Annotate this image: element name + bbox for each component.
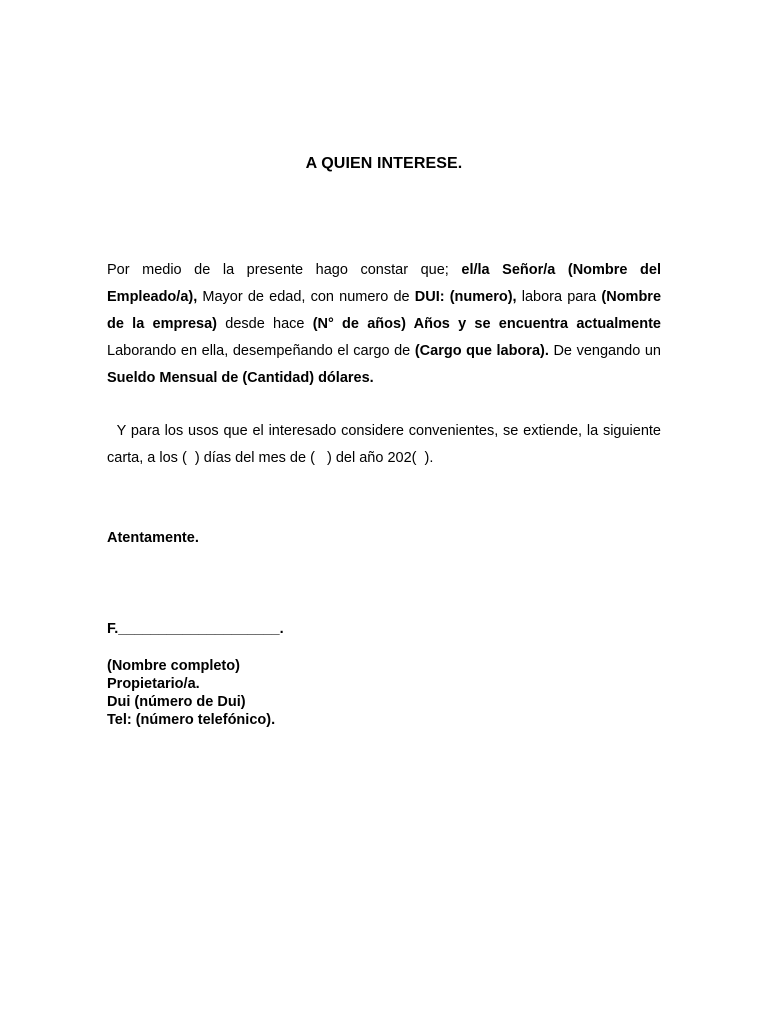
p1-text-5: Laborando en ella, desempeñando el cargo de bbox=[107, 343, 415, 359]
job-title-placeholder: (Cargo que labora). bbox=[414, 343, 549, 359]
signer-dui: Dui (número de Dui) bbox=[107, 694, 246, 710]
p1-text-6: De vengando un bbox=[548, 343, 661, 359]
p1-text-1: Por medio de la presente hago constar que; bbox=[107, 262, 462, 278]
company-name-placeholder: (Nombre de la empresa) bbox=[107, 289, 662, 332]
signer-phone: Tel: (número telefónico). bbox=[107, 712, 276, 728]
salary-placeholder: Sueldo Mensual de (Cantidad) dólares. bbox=[107, 370, 374, 386]
signature-line: F.____________________. bbox=[107, 621, 284, 637]
closing-salutation: Atentamente. bbox=[107, 530, 199, 546]
p1-text-4: desde hace bbox=[217, 316, 313, 332]
body-paragraph-2: Y para los usos que el interesado considere convenientes, se extiende, la siguiente carta, a los ( ) días del mes de ( ) del año 202( ). bbox=[107, 423, 666, 466]
employee-name-placeholder: el/la Señor/a (Nombre del Empleado/a), bbox=[107, 262, 662, 305]
signer-block bbox=[107, 657, 275, 729]
years-placeholder: (N° de años) Años y se encuentra actualmente bbox=[312, 316, 661, 332]
p1-text-3: labora para bbox=[516, 289, 602, 305]
letter-title: A QUIEN INTERESE. bbox=[305, 155, 463, 172]
signer-role: Propietario/a. bbox=[107, 676, 200, 692]
body-paragraph-1 bbox=[107, 257, 661, 392]
signer-name: (Nombre completo) bbox=[107, 658, 240, 674]
p1-text-2: Mayor de edad, con numero de bbox=[197, 289, 415, 305]
dui-placeholder: DUI: (numero), bbox=[414, 289, 517, 305]
